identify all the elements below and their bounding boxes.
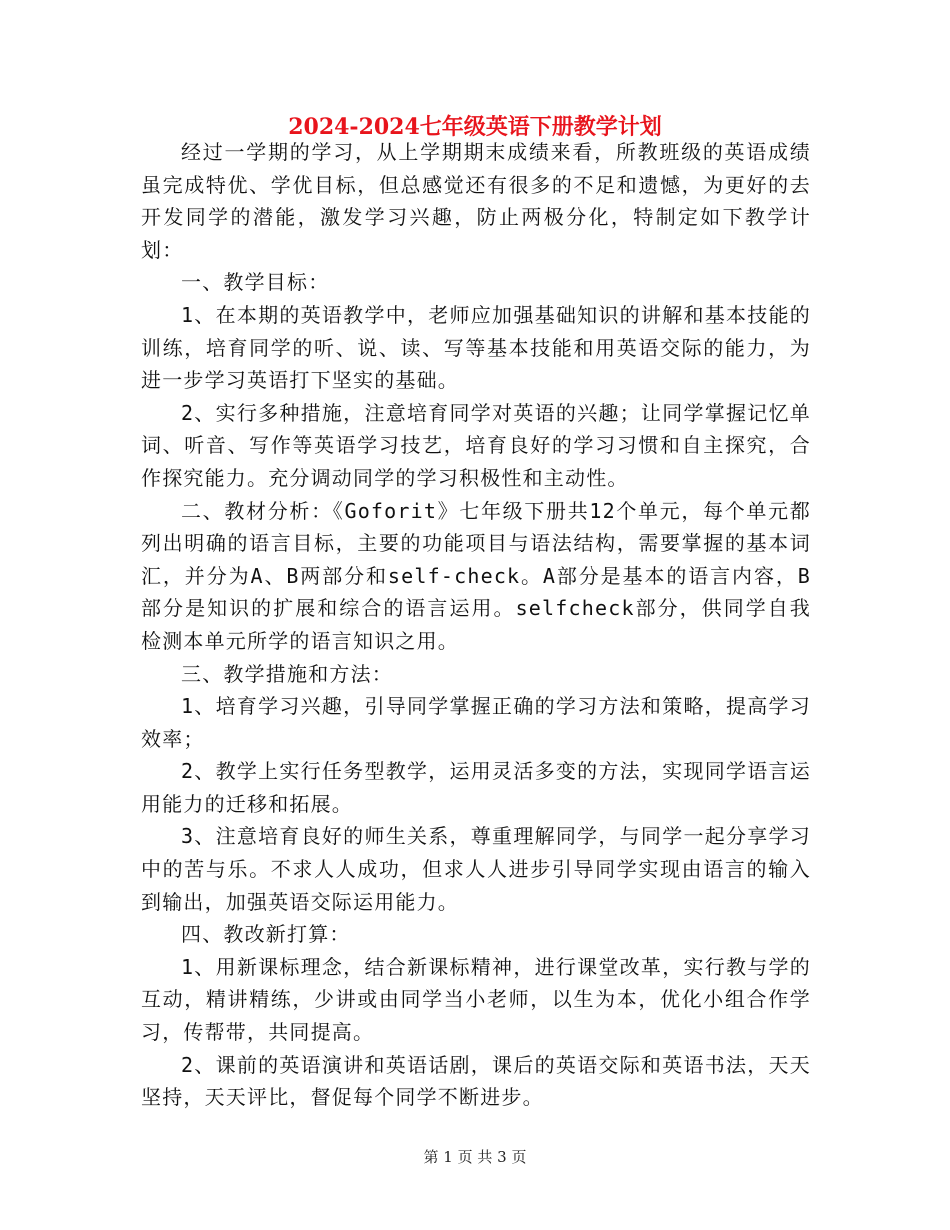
section-heading-methods: 三、教学措施和方法： bbox=[181, 661, 393, 686]
goal-item-1: 1、在本期的英语教学中，老师应加强基础知识的讲解和基本技能的训练，培育同学的听、说、读、写等基本技能和用英语交际的能力，为进一步学习英语打下坚实的基础。 bbox=[141, 302, 811, 393]
section-heading-reform-plan: 四、教改新打算： bbox=[181, 922, 351, 947]
intro-paragraph: 经过一学期的学习，从上学期期末成绩来看，所教班级的英语成绩虽完成特优、学优目标，但总感觉还有很多的不足和遗憾，为更好的去开发同学的潜能，激发学习兴趣，防止两极分化，特制定如下教学计划： bbox=[141, 140, 811, 262]
page-number-footer: 第 1 页 共 3 页 bbox=[423, 1148, 527, 1166]
textbook-analysis-paragraph: 二、教材分析：《Goforit》七年级下册共12个单元，每个单元都列出明确的语言目标，主要的功能项目与语法结构，需要掌握的基本词汇，并分为A、B两部分和self-check。A部分是基本的语言内容，B部分是知识的扩展和综合的语言运用。selfcheck部分，供同学自我检测本单元所学的语言知识之用。 bbox=[141, 498, 811, 653]
reform-item-2: 2、课前的英语演讲和英语话剧，课后的英语交际和英语书法，天天坚持，天天评比，督促每个同学不断进步。 bbox=[141, 1052, 811, 1110]
document-body bbox=[141, 136, 811, 1114]
reform-item-1: 1、用新课标理念，结合新课标精神，进行课堂改革，实行教与学的互动，精讲精练，少讲或由同学当小老师，以生为本，优化小组合作学习，传帮带，共同提高。 bbox=[141, 954, 811, 1045]
page-title: 2024-2024七年级英语下册教学计划 bbox=[288, 114, 662, 140]
goal-item-2: 2、实行多种措施，注意培育同学对英语的兴趣；让同学掌握记忆单词、听音、写作等英语学习技艺，培育良好的学习习惯和自主探究，合作探究能力。充分调动同学的学习积极性和主动性。 bbox=[141, 400, 811, 490]
method-item-3: 3、注意培育良好的师生关系，尊重理解同学，与同学一起分享学习中的苦与乐。不求人人成功，但求人人进步引导同学实现由语言的输入到输出，加强英语交际运用能力。 bbox=[141, 824, 811, 914]
method-item-1: 1、培育学习兴趣，引导同学掌握正确的学习方法和策略，提高学习效率； bbox=[141, 694, 811, 751]
method-item-2: 2、教学上实行任务型教学，运用灵活多变的方法，实现同学语言运用能力的迁移和拓展。 bbox=[141, 759, 811, 816]
section-heading-teaching-goals: 一、教学目标： bbox=[181, 270, 330, 295]
